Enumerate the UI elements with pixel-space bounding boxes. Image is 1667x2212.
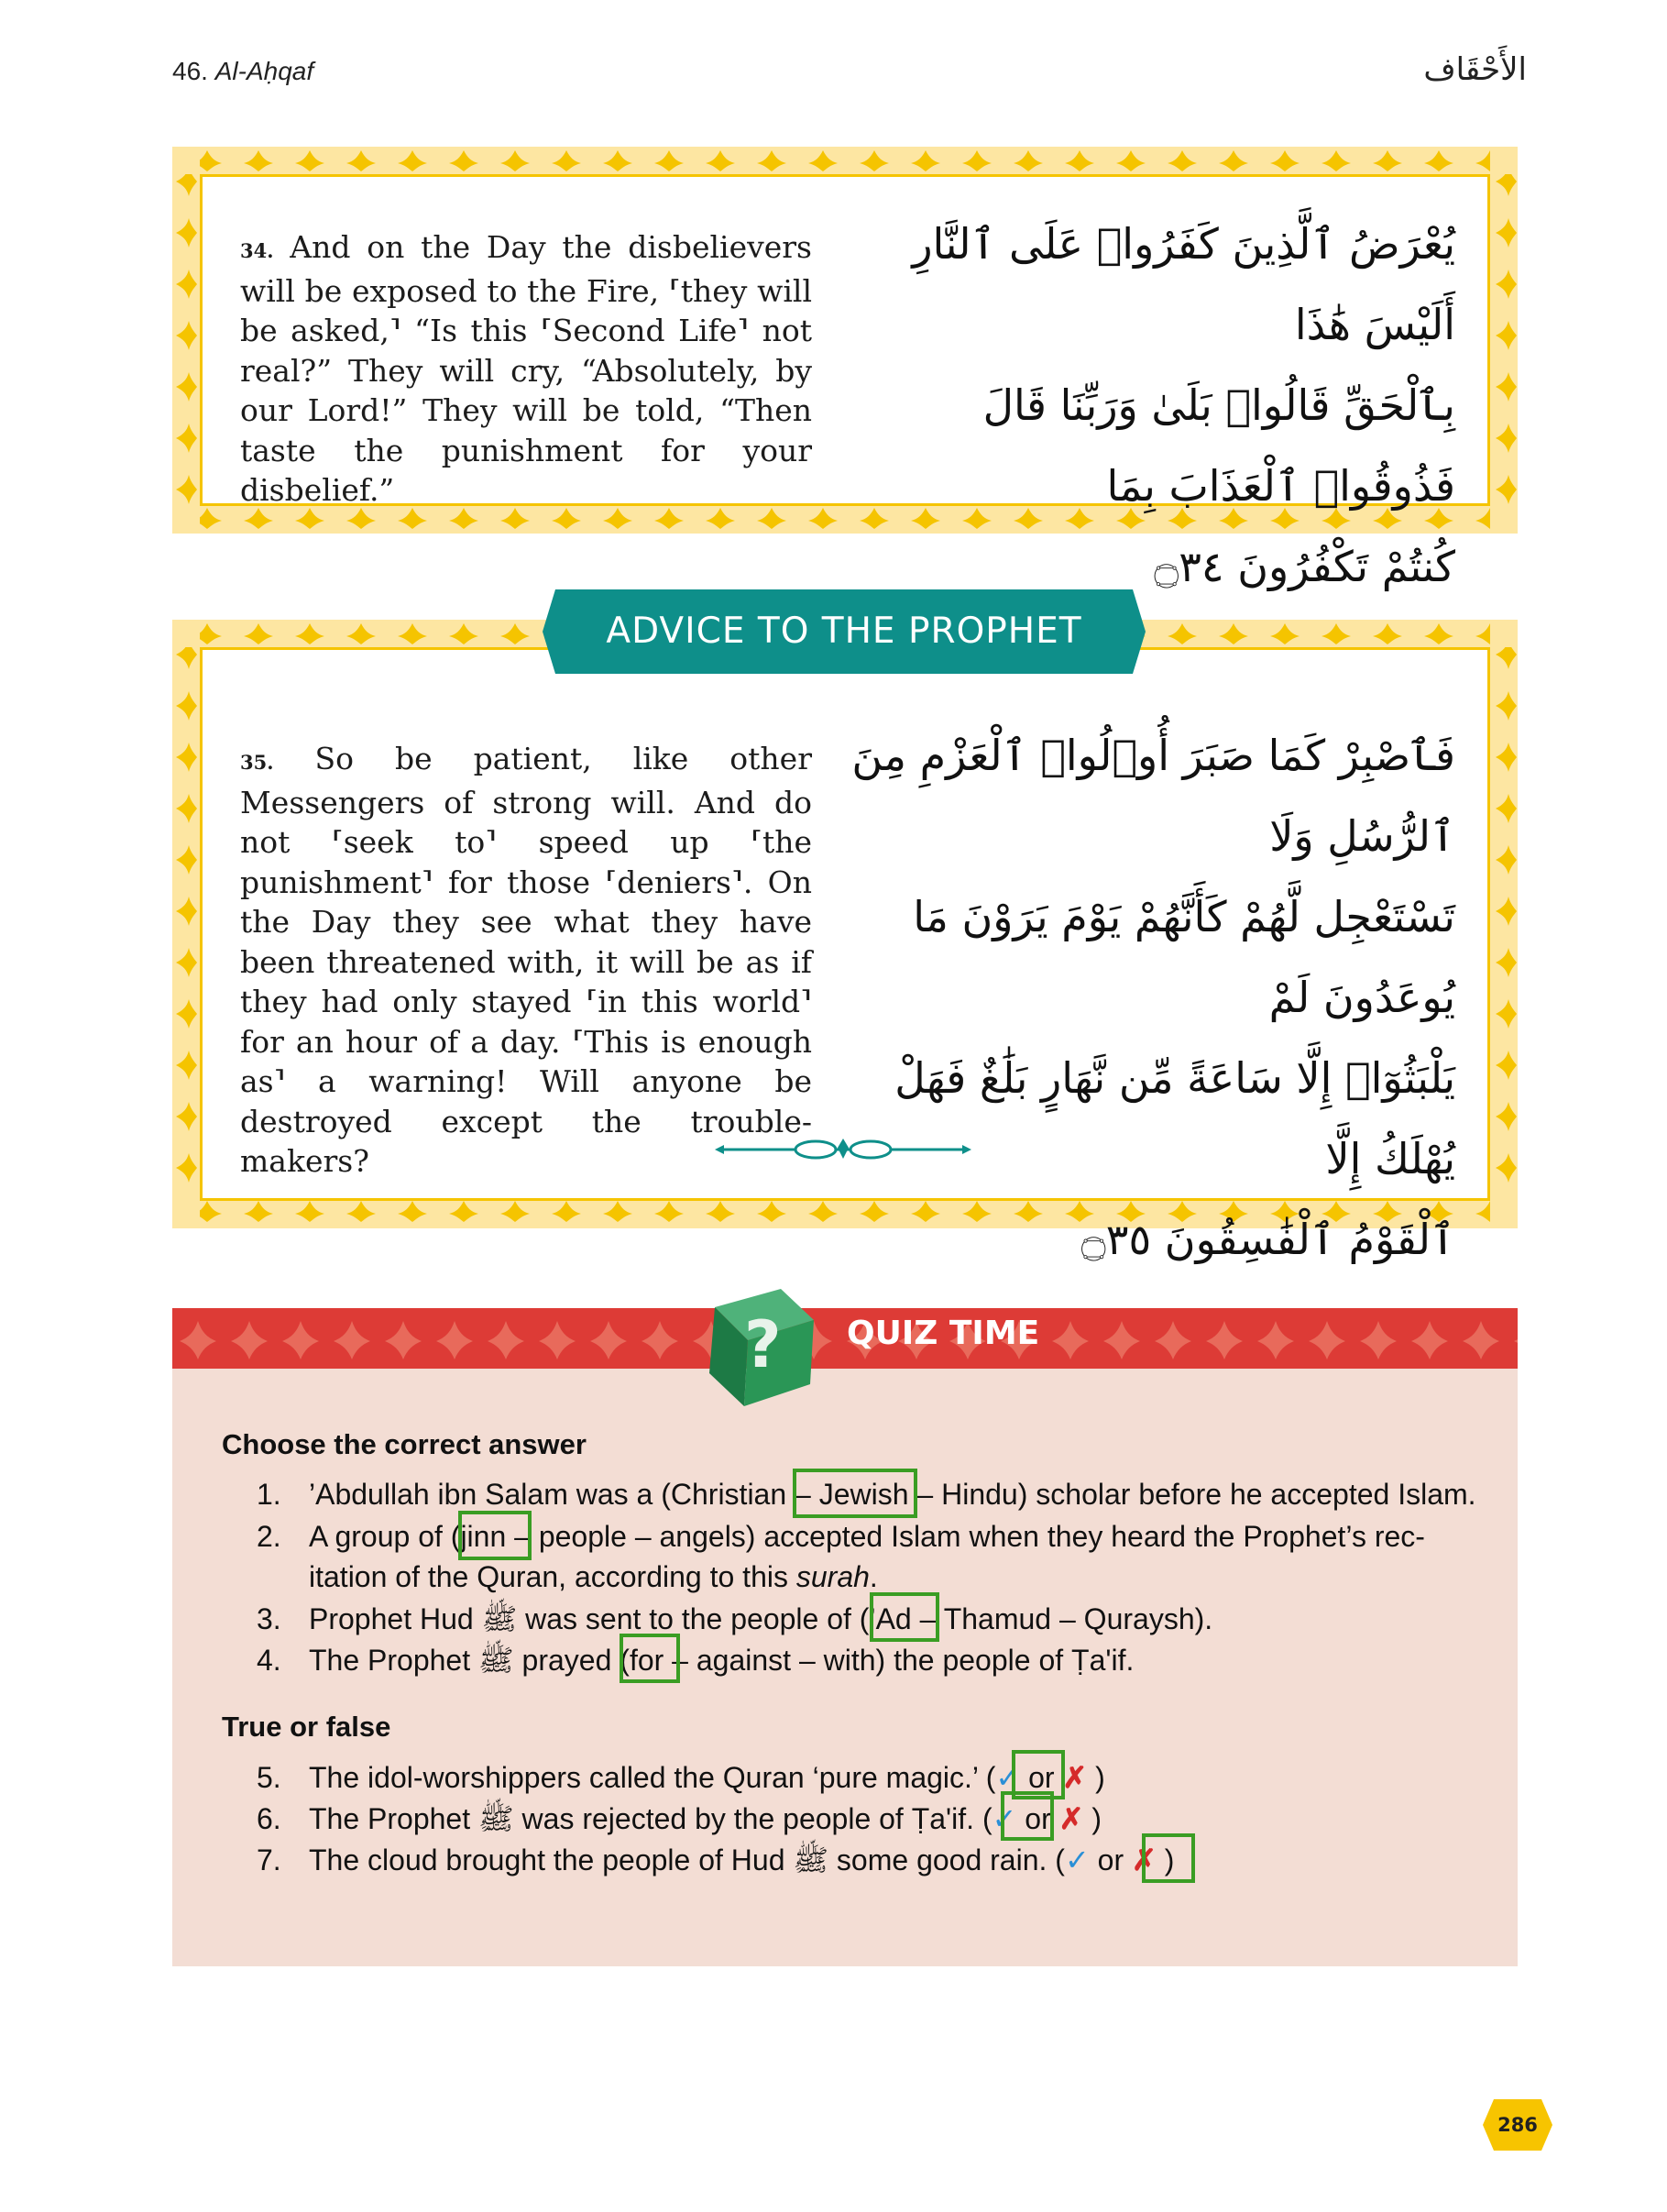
verse-35-english: So be patient, like other Messengers of strong will. And do not ⸢seek to⸣ speed up ⸢the punishment⸣ for those ⸢deniers⸣. On the Day they see what they have been threatened with, it will be as if they had only stayed ⸢in this world⸣ for an hour of a day. ⸢This is enough as⸣ a warning! Will anyone be destroyed except the trouble-makers?	[240, 741, 812, 1179]
quiz-question-3: 3. Prophet Hud ﷺ was sent to the people of (’Ad – Thamud – Quraysh).	[257, 1602, 1213, 1635]
answer-highlight-box	[1001, 1791, 1054, 1841]
quiz-question-2: 2. A group of (jinn – people – angels) accepted Islam when they heard the Prophet’s rec-	[257, 1520, 1425, 1553]
quiz-question-1: 1. ’Abdullah ibn Salam was a (Christian – Jewish – Hindu) scholar before he accepted Islam.	[257, 1478, 1476, 1511]
header-chapter-number: 46.	[172, 57, 208, 85]
quiz-section-heading: True or false	[222, 1711, 391, 1743]
verse-number: 35.	[240, 751, 274, 774]
cross-icon[interactable]: ✗	[1131, 1843, 1157, 1876]
arabic-line: ٱلْقَوْمُ ٱلْفَٰسِقُونَ ۝٣٥	[1080, 1215, 1455, 1264]
header-chapter	[172, 57, 313, 86]
quiz-section-heading: Choose the correct answer	[222, 1428, 587, 1460]
quiz-question-4: 4. The Prophet ﷺ prayed (for – against – with) the people of Ṭa'if.	[257, 1644, 1135, 1677]
check-icon[interactable]: ✓	[992, 1802, 1017, 1835]
check-icon[interactable]: ✓	[1064, 1843, 1090, 1876]
svg-text:?: ?	[744, 1307, 782, 1382]
answer-highlight-box	[1142, 1833, 1195, 1883]
question-cube-icon	[696, 1280, 825, 1408]
quiz-question-5: 5. The idol-worshippers called the Quran ‘pure magic.’ (✓ or ✗ )	[257, 1761, 1105, 1794]
page-number: 286	[1497, 2114, 1538, 2136]
answer-highlight-box	[620, 1634, 680, 1683]
ornament-divider	[715, 1137, 971, 1162]
verse-34-arabic	[843, 204, 1455, 607]
arabic-line: فَٱصْبِرْ كَمَا صَبَرَ أُو۟لُوا۟ ٱلْعَزْمِ مِنَ ٱلرُّسُلِ وَلَا	[851, 731, 1455, 861]
arabic-line: بِٱلْحَقِّ قَالُوا۟ بَلَىٰ وَرَبِّنَا قَالَ فَذُوقُوا۟ ٱلْعَذَابَ بِمَا	[982, 380, 1455, 511]
header-chapter-title: Al-Aḥqaf	[214, 57, 314, 85]
cross-icon[interactable]: ✗	[1062, 1761, 1088, 1794]
quiz-question-6: 6. The Prophet ﷺ was rejected by the people of Ṭa'if. (✓ or ✗ )	[257, 1802, 1102, 1835]
answer-choice[interactable]: for	[629, 1644, 664, 1677]
answer-highlight-box	[870, 1592, 939, 1642]
verse-34-translation	[240, 227, 812, 511]
check-icon[interactable]: ✓	[995, 1761, 1021, 1794]
verse-35-translation	[240, 739, 812, 1182]
arabic-line: يُعْرَضُ ٱلَّذِينَ كَفَرُوا۟ عَلَى ٱلنَّارِ أَلَيْسَ هَٰذَا	[912, 219, 1455, 349]
answer-choice[interactable]: ’Ad	[869, 1602, 912, 1635]
verse-number: 34.	[240, 239, 274, 262]
answer-choice[interactable]: Jewish	[818, 1478, 909, 1511]
quiz-question-2-cont: itation of the Quran, according to this surah.	[309, 1560, 878, 1593]
verse-35-arabic	[843, 715, 1455, 1280]
arabic-line: كُنتُمْ تَكْفُرُونَ ۝٣٤	[1154, 542, 1455, 591]
quiz-question-7: 7. The cloud brought the people of Hud ﷺ some good rain. (✓ or ✗ )	[257, 1843, 1175, 1876]
verse-34-english: And on the Day the disbelievers will be exposed to the Fire, ⸢they will be asked,⸣ “Is this ⸢Second Life⸣ not real?” They will cry, “Absolutely, by our Lord!” They will be told, “Then taste the punishment for your disbelief.”	[240, 229, 812, 508]
quiz-title: QUIZ TIME	[847, 1315, 1040, 1352]
answer-choice[interactable]: jinn	[460, 1520, 507, 1553]
header-arabic-title: الأَحْقَاف	[1423, 51, 1527, 88]
section-title: ADVICE TO THE PROPHET	[606, 611, 1082, 652]
arabic-line: تَسْتَعْجِل لَّهُمْ كَأَنَّهُمْ يَوْمَ يَرَوْنَ مَا يُوعَدُونَ لَمْ	[913, 892, 1455, 1022]
answer-highlight-box	[793, 1469, 917, 1518]
answer-highlight-box	[458, 1511, 532, 1560]
cross-icon[interactable]: ✗	[1058, 1802, 1084, 1835]
quiz-header-strip	[172, 1308, 1518, 1369]
arabic-line: يَلْبَثُوٓا۟ إِلَّا سَاعَةً مِّن نَّهَارٍ بَلَٰغٌ فَهَلْ يُهْلَكُ إِلَّا	[894, 1053, 1455, 1183]
